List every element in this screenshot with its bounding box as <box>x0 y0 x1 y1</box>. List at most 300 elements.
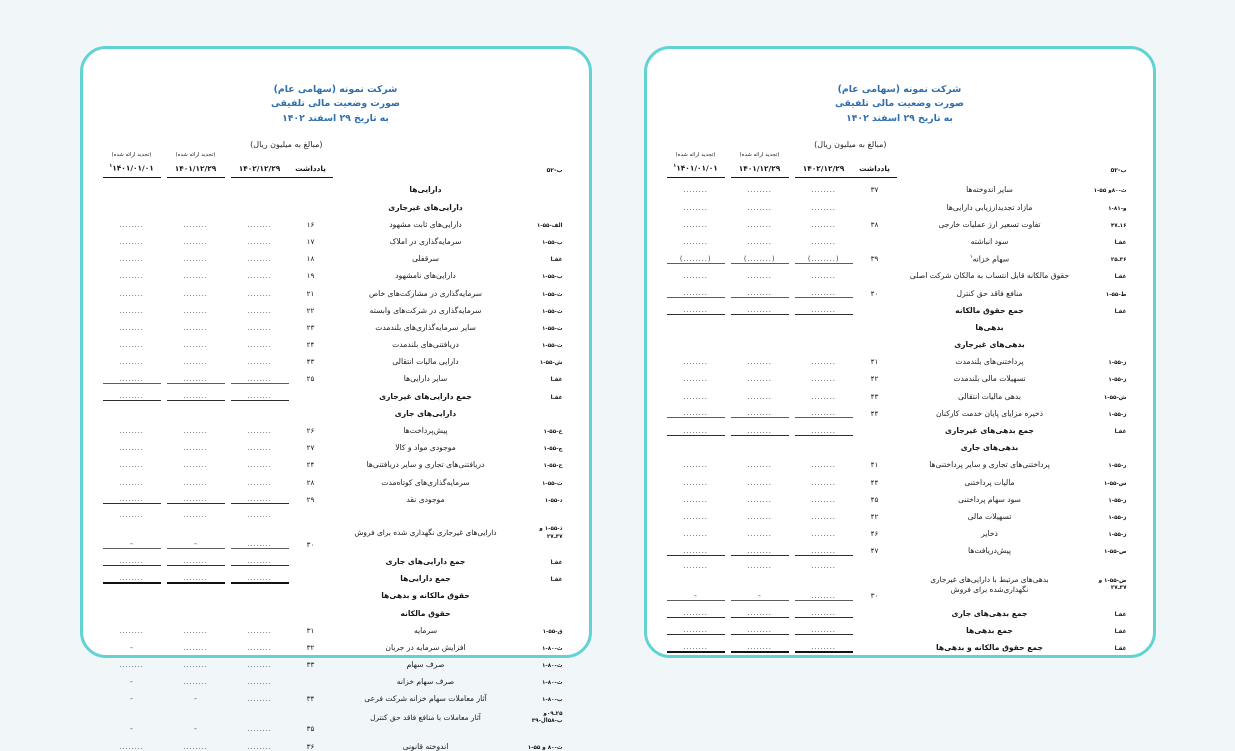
value-period-2 <box>731 635 789 652</box>
column-gap <box>225 635 231 652</box>
value-placeholder: ........ <box>119 236 144 246</box>
column-gap <box>161 229 167 246</box>
value-placeholder: ........ <box>119 305 144 315</box>
value-period-2 <box>731 177 789 194</box>
value-period-3 <box>103 669 161 686</box>
row-reference-code: چ-۵۵-۱ <box>543 446 563 453</box>
value-period-1 <box>795 435 853 452</box>
value-period-2 <box>167 315 225 332</box>
column-gap <box>225 383 231 400</box>
value-period-3 <box>667 366 725 383</box>
note-ref <box>853 298 897 315</box>
table-body-right <box>103 177 563 750</box>
value-placeholder: ........ <box>183 391 208 401</box>
row-reference-code: ث-۵۵-۱ <box>541 291 563 298</box>
column-gap <box>161 383 167 400</box>
value-placeholder: ........ <box>183 340 208 350</box>
note-ref <box>289 600 333 617</box>
value-placeholder: ........ <box>247 271 272 281</box>
column-gap <box>725 600 731 617</box>
value-period-2 <box>167 418 225 435</box>
value-period-2 <box>731 315 789 332</box>
column-gap <box>225 452 231 469</box>
section-heading-label: حقوق مالکانه و بدهی‌ها <box>381 591 470 601</box>
value-period-1 <box>231 212 289 229</box>
value-placeholder: ........ <box>247 724 272 734</box>
value-placeholder: ........ <box>811 561 836 571</box>
row-label: دارایی‌های نامشهود <box>395 271 456 281</box>
value-period-2 <box>731 246 789 263</box>
table-row <box>103 229 563 246</box>
column-gap <box>725 555 731 570</box>
value-period-2 <box>731 298 789 315</box>
column-gap <box>725 521 731 538</box>
row-reference-code <box>519 703 563 733</box>
column-gap <box>725 418 731 435</box>
section-heading-row <box>103 194 563 211</box>
value-period-2 <box>731 383 789 400</box>
section-heading-row <box>667 332 1127 349</box>
row-label: ذخیره مزایای پایان خدمت کارکنان <box>936 408 1043 418</box>
value-period-2 <box>167 669 225 686</box>
table-header-left <box>667 151 1127 177</box>
value-placeholder: ........ <box>247 494 272 504</box>
column-gap <box>789 635 795 652</box>
column-gap <box>725 194 731 211</box>
value-period-3 <box>667 435 725 452</box>
value-period-1 <box>795 401 853 418</box>
value-period-2 <box>731 401 789 418</box>
value-period-2 <box>167 452 225 469</box>
value-placeholder: ........ <box>247 288 272 298</box>
value-period-1 <box>231 332 289 349</box>
value-period-2 <box>731 229 789 246</box>
note-ref: ۳۹ <box>870 254 879 264</box>
table-row <box>667 401 1127 418</box>
row-reference-code: غفـا <box>1114 645 1127 652</box>
column-gap <box>225 519 231 549</box>
row-reference-code: ح-۵۵-۱ <box>543 463 563 470</box>
value-period-1 <box>231 229 289 246</box>
value-placeholder: ........ <box>683 625 708 635</box>
column-gap <box>225 280 231 297</box>
value-placeholder: ........ <box>183 322 208 332</box>
value-period-1 <box>795 570 853 600</box>
value-period-2 <box>167 349 225 366</box>
code-line-1: ذ-۵۵-۱ و <box>539 526 563 533</box>
value-period-3 <box>103 618 161 635</box>
restated-label-p2: (تجدید ارائه شده) <box>175 152 216 159</box>
row-reference-code: ث-۸۰-۱ <box>541 680 563 687</box>
note-ref <box>853 600 897 617</box>
column-gap <box>161 366 167 383</box>
value-placeholder: ........ <box>683 219 708 229</box>
value-period-3 <box>103 635 161 652</box>
value-period-2 <box>731 538 789 555</box>
row-reference-code <box>519 600 563 617</box>
value-period-3 <box>103 452 161 469</box>
value-period-1 <box>795 332 853 349</box>
table-row <box>667 469 1127 486</box>
column-gap <box>161 566 167 583</box>
row-label: دریافتنی‌های بلندمدت <box>392 340 459 350</box>
value-period-1 <box>231 435 289 452</box>
value-period-3 <box>667 555 725 570</box>
value-period-3 <box>667 452 725 469</box>
value-period-1 <box>231 177 289 194</box>
row-reference-code: غفـا <box>550 559 563 566</box>
total-row <box>667 618 1127 635</box>
value-period-2 <box>731 194 789 211</box>
dash-placeholder: - <box>129 539 134 549</box>
row-reference-code <box>1083 555 1127 570</box>
value-period-1 <box>795 263 853 280</box>
column-gap <box>789 177 795 194</box>
col-header-period2-right: ۱۴۰۱/۱۲/۲۹ <box>167 160 225 177</box>
column-gap <box>725 469 731 486</box>
table-row <box>667 366 1127 383</box>
column-gap <box>789 263 795 280</box>
row-reference-code: ز-۵۵-۱ <box>1108 411 1127 418</box>
row-reference-code: ث-۸۰-۱ <box>541 645 563 652</box>
row-reference-code: س-۵۵-۱ <box>1103 480 1127 487</box>
period3-date-left: ۱۴۰۱/۰۱/۰۱ <box>676 163 718 173</box>
table-row <box>103 469 563 486</box>
column-gap <box>161 469 167 486</box>
value-period-3 <box>667 538 725 555</box>
value-period-1 <box>795 298 853 315</box>
column-gap <box>789 521 795 538</box>
table-row <box>103 366 563 383</box>
value-placeholder: ........ <box>747 391 772 401</box>
row-reference-code: غفـا <box>1114 611 1127 618</box>
value-period-1 <box>231 263 289 280</box>
column-gap <box>225 566 231 583</box>
table-row <box>103 435 563 452</box>
column-gap <box>161 652 167 669</box>
row-reference-code: ز-۵۵-۱ <box>1108 514 1127 521</box>
financial-table-right <box>103 151 563 750</box>
value-period-2 <box>731 332 789 349</box>
column-gap <box>161 583 167 600</box>
value-period-1 <box>795 600 853 617</box>
value-period-1 <box>231 418 289 435</box>
row-reference-code: ث-۸۰و ۵۵-۱ <box>1093 188 1127 195</box>
note-ref <box>289 401 333 418</box>
value-placeholder: ........ <box>811 545 836 555</box>
value-placeholder: ........ <box>247 236 272 246</box>
value-placeholder: ........ <box>119 373 144 383</box>
note-ref: ۳۶ <box>306 741 315 751</box>
value-placeholder: ........ <box>683 477 708 487</box>
column-gap <box>789 401 795 418</box>
value-period-2 <box>167 600 225 617</box>
value-period-1 <box>231 469 289 486</box>
value-period-2 <box>167 733 225 750</box>
value-placeholder: ........ <box>247 305 272 315</box>
value-period-3 <box>103 194 161 211</box>
column-gap <box>161 519 167 549</box>
value-placeholder: ........ <box>683 494 708 504</box>
value-placeholder: ........ <box>119 573 144 583</box>
row-label: افزایش سرمایه در جریان <box>385 642 466 652</box>
value-period-1 <box>795 452 853 469</box>
value-period-2 <box>731 487 789 504</box>
value-placeholder: ........ <box>247 477 272 487</box>
total-row <box>667 418 1127 435</box>
value-period-1 <box>231 452 289 469</box>
column-gap <box>161 263 167 280</box>
value-placeholder: ........ <box>747 425 772 435</box>
total-label: جمع دارایی‌های جاری <box>385 556 466 566</box>
table-row <box>103 315 563 332</box>
value-period-3 <box>667 600 725 617</box>
value-period-2 <box>167 487 225 504</box>
value-period-1 <box>795 229 853 246</box>
value-placeholder: ........ <box>247 391 272 401</box>
column-gap <box>161 669 167 686</box>
column-gap <box>225 212 231 229</box>
column-gap <box>161 504 167 519</box>
value-period-3 <box>103 349 161 366</box>
value-period-1 <box>231 600 289 617</box>
value-period-2 <box>167 194 225 211</box>
table-row <box>667 521 1127 538</box>
column-gap <box>225 600 231 617</box>
table-row <box>667 263 1127 280</box>
units-note-left: (مبالغ به میلیون ریال) <box>814 140 887 150</box>
column-gap <box>789 383 795 400</box>
column-gap <box>161 733 167 750</box>
financial-table-left <box>667 151 1127 653</box>
value-placeholder: ........ <box>811 305 836 315</box>
value-period-1 <box>231 246 289 263</box>
row-reference-code: غفـا <box>550 577 563 584</box>
value-placeholder: ........ <box>811 460 836 470</box>
value-placeholder: ........ <box>747 545 772 555</box>
value-period-1 <box>795 349 853 366</box>
row-label: منافع فاقد حق کنترل <box>956 288 1023 298</box>
note-ref: ۲۹ <box>306 494 315 504</box>
row-label: سرمایه‌گذاری در املاک <box>389 236 462 246</box>
value-placeholder: (........) <box>743 253 776 263</box>
row-label: سرمایه <box>413 625 438 635</box>
row-label: سود سهام پرداختنی <box>958 494 1021 504</box>
column-gap <box>725 618 731 635</box>
row-reference-code: الف-۵۵-۱ <box>536 222 563 229</box>
column-gap <box>225 418 231 435</box>
row-reference-code: ز-۵۵-۱ <box>1108 532 1127 539</box>
value-placeholder: ........ <box>811 357 836 367</box>
value-period-2 <box>167 618 225 635</box>
value-period-2 <box>167 635 225 652</box>
code-line-2: ۳۷ـ۲۷ <box>1110 585 1127 592</box>
value-placeholder: ........ <box>747 408 772 418</box>
value-period-2 <box>167 566 225 583</box>
row-reference-code <box>519 194 563 211</box>
table-row <box>103 298 563 315</box>
page-left <box>644 46 1156 658</box>
col-header-period1-left: ۱۴۰۲/۱۲/۲۹ <box>795 160 853 177</box>
value-period-3 <box>103 487 161 504</box>
value-placeholder: ........ <box>811 625 836 635</box>
value-period-3 <box>667 521 725 538</box>
total-row <box>103 549 563 566</box>
row-reference-code: خ-۵۵-۱ <box>543 429 563 435</box>
value-period-3 <box>667 469 725 486</box>
col-header-period2-left: ۱۴۰۱/۱۲/۲۹ <box>731 160 789 177</box>
value-period-1 <box>795 383 853 400</box>
footnote-mark: ۱ <box>109 163 113 170</box>
column-gap <box>725 452 731 469</box>
value-placeholder: ........ <box>119 625 144 635</box>
row-label: سرمایه‌گذاری در مشارکت‌های خاص <box>368 288 483 298</box>
total-label: جمع حقوق مالکانه <box>955 305 1024 315</box>
value-period-3 <box>667 332 725 349</box>
row-label: حقوق مالکانه قابل انتساب به مالکان شرکت اصلی <box>909 271 1070 281</box>
row-label: سرمایه‌گذاری‌های کوتاه‌مدت <box>381 477 470 487</box>
row-label: پرداختنی‌های بلندمدت <box>955 357 1024 367</box>
total-label: جمع بدهی‌های جاری <box>951 608 1028 618</box>
row-label: تسهیلات مالی بلندمدت <box>953 374 1026 384</box>
section-heading-row <box>103 401 563 418</box>
value-period-1 <box>231 401 289 418</box>
row-label: پیش‌پرداخت‌ها <box>403 426 448 435</box>
value-placeholder: ........ <box>247 340 272 350</box>
section-heading-row <box>103 177 563 194</box>
value-period-1 <box>795 366 853 383</box>
value-placeholder: ........ <box>183 271 208 281</box>
note-ref <box>853 263 897 280</box>
value-period-1 <box>795 469 853 486</box>
value-placeholder: ........ <box>247 694 272 704</box>
column-gap <box>725 635 731 652</box>
value-period-3 <box>667 315 725 332</box>
footnote-mark: ۱ <box>673 163 677 170</box>
note-ref <box>289 504 333 519</box>
value-period-2 <box>167 469 225 486</box>
section-heading-label: دارایی‌های جاری <box>394 408 457 418</box>
value-period-1 <box>231 618 289 635</box>
value-placeholder: ........ <box>247 660 272 670</box>
table-row <box>103 280 563 297</box>
section-heading-row <box>103 600 563 617</box>
row-reference-code: غفـا <box>550 257 563 264</box>
column-gap <box>161 194 167 211</box>
column-gap <box>789 366 795 383</box>
column-gap <box>789 435 795 452</box>
row-label: سرقفلی <box>412 254 439 264</box>
value-period-1 <box>231 549 289 566</box>
column-gap <box>161 315 167 332</box>
section-heading-row <box>667 315 1127 332</box>
value-period-2 <box>167 298 225 315</box>
value-placeholder: ........ <box>119 741 144 751</box>
value-placeholder: ........ <box>119 494 144 504</box>
value-period-3 <box>103 566 161 583</box>
value-period-2 <box>167 212 225 229</box>
row-reference-code <box>1083 435 1127 452</box>
table-row <box>103 246 563 263</box>
note-ref: ۴۰ <box>870 288 879 298</box>
value-period-3 <box>103 549 161 566</box>
column-gap <box>789 555 795 570</box>
col-header-period3-right <box>103 160 161 177</box>
value-placeholder: ........ <box>183 219 208 229</box>
dash-placeholder: - <box>193 539 198 549</box>
statement-name-left: صورت وضعیت مالی تلفیقی <box>835 98 964 110</box>
column-gap <box>789 212 795 229</box>
value-period-1 <box>795 618 853 635</box>
value-period-1 <box>795 487 853 504</box>
value-period-2 <box>167 263 225 280</box>
value-placeholder: ........ <box>119 254 144 264</box>
value-placeholder: ........ <box>747 625 772 635</box>
column-gap <box>725 246 731 263</box>
value-placeholder: ........ <box>683 391 708 401</box>
column-gap <box>225 263 231 280</box>
value-placeholder: ........ <box>683 460 708 470</box>
value-period-1 <box>231 566 289 583</box>
note-ref <box>289 383 333 400</box>
company-name-right: شرکت نمونه (سهامی عام) <box>273 84 398 95</box>
note-ref <box>289 669 333 686</box>
value-placeholder: ........ <box>247 322 272 332</box>
note-ref: ۲۱ <box>306 288 315 298</box>
note-ref: ۴۲ <box>870 374 879 384</box>
note-ref: ۴۳ <box>306 357 315 367</box>
value-period-3 <box>667 570 725 600</box>
column-gap <box>789 504 795 521</box>
value-placeholder: ........ <box>247 509 272 519</box>
value-placeholder: ........ <box>811 219 836 229</box>
value-placeholder: ........ <box>183 443 208 453</box>
value-placeholder: ........ <box>747 641 772 651</box>
column-gap <box>225 315 231 332</box>
table-row <box>667 504 1127 521</box>
value-period-3 <box>667 504 725 521</box>
row-reference-code: ۱۶ـ۴۷ <box>1110 222 1127 229</box>
value-placeholder: ........ <box>747 219 772 229</box>
value-period-2 <box>167 332 225 349</box>
value-period-2 <box>731 521 789 538</box>
row-reference-code: ز-۵۵-۱ <box>1108 360 1127 367</box>
value-period-2 <box>731 418 789 435</box>
value-period-2 <box>731 452 789 469</box>
value-period-3 <box>667 212 725 229</box>
value-placeholder: ........ <box>747 494 772 504</box>
row-reference-code: ق-۵۵-۱ <box>542 628 563 635</box>
note-ref <box>853 194 897 211</box>
column-gap <box>225 229 231 246</box>
dash-placeholder: - <box>757 590 762 600</box>
value-period-3 <box>103 435 161 452</box>
note-ref: ۳۱ <box>306 625 315 635</box>
col-header-period1-right: ۱۴۰۲/۱۲/۲۹ <box>231 160 289 177</box>
value-placeholder: ........ <box>119 391 144 401</box>
column-gap <box>225 469 231 486</box>
column-gap <box>725 263 731 280</box>
col-header-period3-left <box>667 160 725 177</box>
value-placeholder: ........ <box>183 357 208 367</box>
value-placeholder: ........ <box>183 509 208 519</box>
column-gap <box>225 549 231 566</box>
row-reference-code: و-۸۱-۱ <box>1108 205 1127 212</box>
restated-label-p1 <box>231 151 289 160</box>
value-period-1 <box>795 521 853 538</box>
value-period-1 <box>231 686 289 703</box>
value-period-1 <box>231 349 289 366</box>
